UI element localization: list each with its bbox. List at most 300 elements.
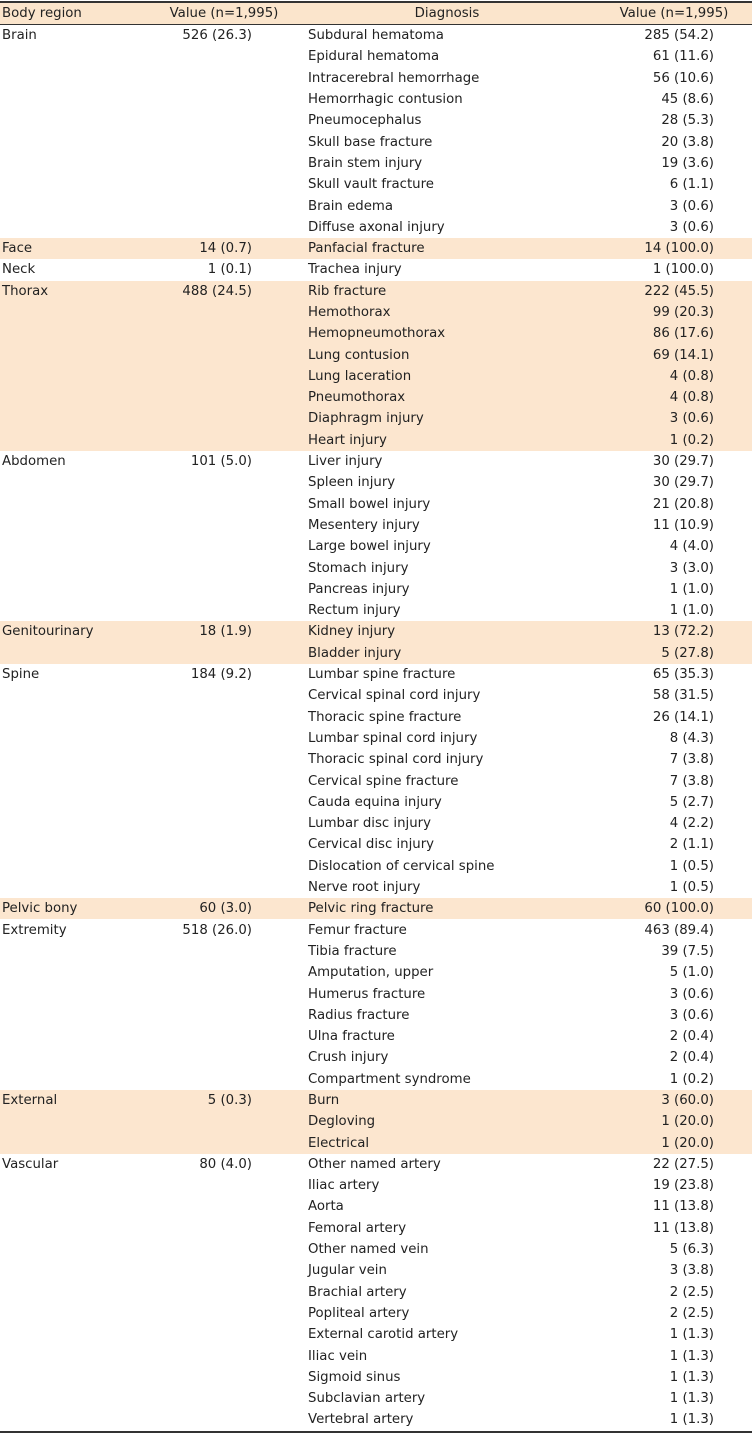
body-region-value-cell: 80 (4.0) <box>199 1156 252 1172</box>
body-region-cell <box>0 792 150 813</box>
body-region-value-cell <box>150 366 298 387</box>
body-region-cell <box>0 834 150 855</box>
diagnosis-cell: Crush injury <box>308 1050 389 1066</box>
body-region-cell <box>0 749 150 770</box>
body-region-value-cell <box>150 1388 298 1409</box>
body-region-value-cell <box>150 707 298 728</box>
diagnosis-cell: Skull base fracture <box>308 134 433 150</box>
diagnosis-value-cell: 4 (0.8) <box>596 387 752 408</box>
table-row <box>0 643 752 664</box>
table-row <box>0 1005 752 1026</box>
table-row <box>0 898 752 919</box>
body-region-value-cell <box>150 834 298 855</box>
body-region-value-cell <box>150 110 298 131</box>
body-region-cell: External <box>0 1090 150 1111</box>
body-region-value-cell <box>150 494 298 515</box>
table-row <box>0 877 752 898</box>
diagnosis-cell: Ulna fracture <box>308 1029 395 1045</box>
table-row <box>0 1196 752 1217</box>
body-region-cell <box>0 515 150 536</box>
body-region-cell <box>0 153 150 174</box>
table-row <box>0 1175 752 1196</box>
table-row <box>0 728 752 749</box>
body-region-cell <box>0 68 150 89</box>
table-row <box>0 1047 752 1068</box>
diagnosis-cell: Brain stem injury <box>308 155 423 171</box>
body-region-value-cell <box>150 430 298 451</box>
diagnosis-cell: Radius fracture <box>308 1007 410 1023</box>
diagnosis-cell: Pancreas injury <box>308 581 410 597</box>
table-row <box>0 1388 752 1409</box>
table-row <box>0 941 752 962</box>
body-region-cell <box>0 579 150 600</box>
diagnosis-cell: Iliac artery <box>308 1178 380 1194</box>
table-row <box>0 813 752 834</box>
body-region-value-cell <box>150 515 298 536</box>
table-row <box>0 1090 752 1111</box>
body-region-value-cell <box>150 1367 298 1388</box>
diagnosis-value-cell: 11 (13.8) <box>652 1220 714 1236</box>
diagnosis-value-cell: 3 (3.8) <box>669 1263 714 1279</box>
body-region-cell <box>0 536 150 557</box>
body-region-cell: Spine <box>2 667 40 683</box>
table-row <box>0 770 752 791</box>
body-region-value-cell <box>150 579 298 600</box>
diagnosis-cell: Heart injury <box>298 430 596 451</box>
table-row <box>0 387 752 408</box>
body-region-cell <box>0 366 150 387</box>
diagnosis-cell: Hemothorax <box>298 302 596 323</box>
body-region-value-cell <box>150 89 298 110</box>
diagnosis-cell: Cervical disc injury <box>308 837 435 853</box>
body-region-value-cell <box>150 813 298 834</box>
body-region-value-cell <box>150 302 298 323</box>
table-row <box>0 1409 752 1431</box>
diagnosis-cell: Diaphragm injury <box>298 408 596 429</box>
table-row <box>0 983 752 1004</box>
body-region-cell: Vascular <box>2 1156 59 1172</box>
table-header <box>0 2 752 25</box>
diagnosis-cell: Panfacial fracture <box>298 238 596 259</box>
diagnosis-value-cell: 463 (89.4) <box>644 922 714 938</box>
table-row <box>0 621 752 642</box>
body-region-value-cell <box>150 941 298 962</box>
diagnosis-cell: Epidural hematoma <box>308 49 440 65</box>
body-region-value-cell <box>150 46 298 67</box>
diagnosis-cell: Jugular vein <box>308 1263 387 1279</box>
diagnosis-value-cell: 39 (7.5) <box>661 943 714 959</box>
header-value: Value (n=1,995) <box>150 2 298 25</box>
diagnosis-value-cell: 1 (1.0) <box>669 581 714 597</box>
diagnosis-value-cell: 1 (0.2) <box>596 430 752 451</box>
diagnosis-cell: Diffuse axonal injury <box>308 219 445 235</box>
diagnosis-value-cell: 8 (4.3) <box>669 730 714 746</box>
table-row <box>0 68 752 89</box>
body-region-value-cell <box>150 408 298 429</box>
table-row <box>0 919 752 940</box>
diagnosis-cell: Skull vault fracture <box>308 177 434 193</box>
table-row <box>0 344 752 365</box>
body-region-value-cell <box>150 1111 298 1132</box>
body-region-value-cell <box>150 749 298 770</box>
diagnosis-value-cell: 1 (1.0) <box>669 603 714 619</box>
body-region-value-cell <box>150 344 298 365</box>
diagnosis-value-cell: 13 (72.2) <box>596 621 752 642</box>
diagnosis-cell: Hemopneumothorax <box>298 323 596 344</box>
table-row <box>0 131 752 152</box>
body-region-cell <box>0 1239 150 1260</box>
table-row <box>0 1069 752 1090</box>
body-region-cell: Face <box>0 238 150 259</box>
diagnosis-value-cell: 21 (20.8) <box>652 496 714 512</box>
body-region-value-cell <box>150 728 298 749</box>
body-region-cell <box>0 877 150 898</box>
body-region-cell <box>0 131 150 152</box>
diagnosis-cell: Bladder injury <box>298 643 596 664</box>
table-row <box>0 174 752 195</box>
diagnosis-value-cell: 3 (3.0) <box>669 560 714 576</box>
body-region-value-cell: 101 (5.0) <box>190 454 252 470</box>
body-region-value-cell <box>150 770 298 791</box>
diagnosis-cell: Thoracic spine fracture <box>308 709 462 725</box>
body-region-value-cell <box>150 1409 298 1431</box>
diagnosis-value-cell: 4 (2.2) <box>669 816 714 832</box>
body-region-value-cell <box>150 536 298 557</box>
diagnosis-cell: Large bowel injury <box>308 539 431 555</box>
body-region-cell <box>0 813 150 834</box>
diagnosis-cell: Lumbar spine fracture <box>308 667 456 683</box>
body-region-value-cell: 526 (26.3) <box>182 28 252 44</box>
table-row <box>0 408 752 429</box>
table-row <box>0 430 752 451</box>
table-row <box>0 600 752 621</box>
body-region-cell <box>0 1409 150 1431</box>
diagnosis-cell: Dislocation of cervical spine <box>308 858 495 874</box>
diagnosis-value-cell: 1 (20.0) <box>596 1111 752 1132</box>
body-region-value-cell: 60 (3.0) <box>150 898 298 919</box>
diagnosis-value-cell: 1 (100.0) <box>652 262 714 278</box>
body-region-cell <box>0 494 150 515</box>
diagnosis-value-cell: 5 (6.3) <box>669 1242 714 1258</box>
diagnosis-value-cell: 222 (45.5) <box>596 281 752 302</box>
diagnosis-cell: Pneumocephalus <box>308 113 422 129</box>
body-region-value-cell <box>150 1260 298 1281</box>
body-region-value-cell <box>150 1005 298 1026</box>
diagnosis-value-cell: 4 (4.0) <box>669 539 714 555</box>
body-region-value-cell <box>150 1175 298 1196</box>
diagnosis-cell: Lumbar spinal cord injury <box>308 730 478 746</box>
diagnosis-cell: Pneumothorax <box>298 387 596 408</box>
body-region-cell: Genitourinary <box>0 621 150 642</box>
body-region-value-cell <box>150 131 298 152</box>
diagnosis-cell: Thoracic spinal cord injury <box>308 752 484 768</box>
table-row <box>0 1026 752 1047</box>
body-region-cell: Thorax <box>0 281 150 302</box>
diagnosis-cell: Aorta <box>308 1199 344 1215</box>
table-row <box>0 1154 752 1175</box>
body-region-cell <box>0 983 150 1004</box>
diagnosis-value-cell: 285 (54.2) <box>644 28 714 44</box>
diagnosis-value-cell: 20 (3.8) <box>661 134 714 150</box>
header-diagnosis: Diagnosis <box>298 2 596 25</box>
body-region-cell <box>0 472 150 493</box>
table-row <box>0 962 752 983</box>
body-region-value-cell: 184 (9.2) <box>190 667 252 683</box>
body-region-cell <box>0 1132 150 1153</box>
table-row <box>0 1260 752 1281</box>
diagnosis-value-cell: 1 (20.0) <box>596 1132 752 1153</box>
table-row <box>0 89 752 110</box>
diagnosis-value-cell: 6 (1.1) <box>669 177 714 193</box>
table-row <box>0 749 752 770</box>
diagnosis-cell: Lung contusion <box>298 344 596 365</box>
body-region-value-cell <box>150 472 298 493</box>
table-row <box>0 451 752 472</box>
table-row <box>0 1303 752 1324</box>
diagnosis-cell: Cervical spinal cord injury <box>308 688 481 704</box>
table-row <box>0 579 752 600</box>
diagnosis-value-cell: 65 (35.3) <box>652 667 714 683</box>
table-row <box>0 302 752 323</box>
diagnosis-value-cell: 3 (0.6) <box>669 986 714 1002</box>
table-row <box>0 217 752 238</box>
body-region-cell <box>0 1111 150 1132</box>
diagnosis-cell: Vertebral artery <box>298 1409 596 1431</box>
table-row <box>0 238 752 259</box>
body-region-cell <box>0 1303 150 1324</box>
diagnosis-cell: Rib fracture <box>298 281 596 302</box>
body-region-value-cell <box>150 1345 298 1366</box>
table-row <box>0 1367 752 1388</box>
body-region-cell <box>0 1005 150 1026</box>
body-region-cell <box>0 217 150 238</box>
diagnosis-cell: Spleen injury <box>308 475 396 491</box>
body-region-cell <box>0 110 150 131</box>
table-row <box>0 323 752 344</box>
diagnosis-value-cell: 5 (27.8) <box>596 643 752 664</box>
table-row <box>0 25 752 47</box>
diagnosis-cell: Electrical <box>298 1132 596 1153</box>
header-body-region: Body region <box>0 2 150 25</box>
body-region-cell <box>0 600 150 621</box>
body-region-cell <box>0 685 150 706</box>
table-row <box>0 366 752 387</box>
header-diagnosis-value: Value (n=1,995) <box>596 2 752 25</box>
body-region-value-cell <box>150 153 298 174</box>
diagnosis-value-cell: 99 (20.3) <box>596 302 752 323</box>
diagnosis-cell: Liver injury <box>308 454 383 470</box>
diagnosis-cell: Brachial artery <box>308 1284 407 1300</box>
diagnosis-cell: Other named artery <box>308 1156 441 1172</box>
body-region-cell <box>0 707 150 728</box>
diagnosis-cell: Lumbar disc injury <box>308 816 432 832</box>
body-region-value-cell <box>150 983 298 1004</box>
diagnosis-value-cell: 5 (2.7) <box>669 794 714 810</box>
table-row <box>0 707 752 728</box>
body-region-value-cell <box>150 1282 298 1303</box>
body-region-value-cell <box>150 600 298 621</box>
diagnosis-value-cell: 4 (0.8) <box>596 366 752 387</box>
body-region-cell <box>0 962 150 983</box>
body-region-value-cell <box>150 323 298 344</box>
body-region-value-cell <box>150 68 298 89</box>
diagnosis-value-cell: 30 (29.7) <box>652 454 714 470</box>
body-region-cell <box>0 770 150 791</box>
diagnosis-cell: Subdural hematoma <box>308 28 444 44</box>
body-region-cell <box>0 1367 150 1388</box>
body-region-cell <box>0 323 150 344</box>
diagnosis-value-cell: 45 (8.6) <box>661 92 714 108</box>
body-region-cell <box>0 1324 150 1345</box>
body-region-value-cell <box>150 174 298 195</box>
body-region-value-cell <box>150 1069 298 1090</box>
body-region-cell <box>0 89 150 110</box>
diagnosis-value-cell: 14 (100.0) <box>596 238 752 259</box>
diagnosis-value-cell: 2 (2.5) <box>669 1284 714 1300</box>
diagnosis-value-cell: 2 (2.5) <box>669 1305 714 1321</box>
body-region-cell <box>0 1047 150 1068</box>
diagnosis-value-cell: 19 (3.6) <box>661 155 714 171</box>
diagnosis-value-cell: 7 (3.8) <box>669 773 714 789</box>
table-row <box>0 1239 752 1260</box>
table-row <box>0 1218 752 1239</box>
body-region-value-cell <box>150 1239 298 1260</box>
body-region-cell <box>0 174 150 195</box>
body-region-cell <box>0 1218 150 1239</box>
table-row <box>0 664 752 685</box>
table-row <box>0 1111 752 1132</box>
table-row <box>0 472 752 493</box>
diagnosis-value-cell: 2 (0.4) <box>669 1050 714 1066</box>
table-row <box>0 834 752 855</box>
diagnosis-cell: External carotid artery <box>308 1327 459 1343</box>
injury-table <box>0 1 752 1433</box>
diagnosis-value-cell: 1 (1.3) <box>669 1348 714 1364</box>
diagnosis-cell: Compartment syndrome <box>308 1071 471 1087</box>
diagnosis-cell: Popliteal artery <box>308 1305 410 1321</box>
body-region-cell <box>0 195 150 216</box>
body-region-cell <box>0 408 150 429</box>
body-region-cell <box>0 941 150 962</box>
diagnosis-value-cell: 56 (10.6) <box>652 70 714 86</box>
table-row <box>0 536 752 557</box>
diagnosis-value-cell: 3 (60.0) <box>596 1090 752 1111</box>
diagnosis-cell: Iliac vein <box>308 1348 368 1364</box>
body-region-cell <box>0 430 150 451</box>
diagnosis-cell: Small bowel injury <box>308 496 431 512</box>
diagnosis-cell: Cervical spine fracture <box>308 773 459 789</box>
body-region-value-cell <box>150 387 298 408</box>
diagnosis-cell: Rectum injury <box>308 603 401 619</box>
diagnosis-cell: Lung laceration <box>298 366 596 387</box>
table-row <box>0 195 752 216</box>
body-region-cell <box>0 302 150 323</box>
diagnosis-cell: Stomach injury <box>308 560 409 576</box>
diagnosis-value-cell: 1 (0.2) <box>669 1071 714 1087</box>
diagnosis-cell: Nerve root injury <box>308 880 421 896</box>
body-region-cell <box>0 1345 150 1366</box>
body-region-value-cell <box>150 685 298 706</box>
diagnosis-value-cell: 5 (1.0) <box>669 965 714 981</box>
diagnosis-value-cell: 1 (1.3) <box>596 1409 752 1431</box>
body-region-value-cell <box>150 1303 298 1324</box>
body-region-cell: Abdomen <box>2 454 66 470</box>
diagnosis-value-cell: 30 (29.7) <box>652 475 714 491</box>
diagnosis-value-cell: 28 (5.3) <box>661 113 714 129</box>
table-row <box>0 1345 752 1366</box>
body-region-value-cell: 14 (0.7) <box>150 238 298 259</box>
diagnosis-value-cell: 22 (27.5) <box>652 1156 714 1172</box>
body-region-cell: Extremity <box>2 922 67 938</box>
table-row <box>0 1132 752 1153</box>
body-region-cell <box>0 344 150 365</box>
body-region-value-cell <box>150 792 298 813</box>
body-region-value-cell <box>150 1324 298 1345</box>
diagnosis-cell: Burn <box>298 1090 596 1111</box>
diagnosis-value-cell: 1 (1.3) <box>669 1327 714 1343</box>
body-region-value-cell <box>150 1218 298 1239</box>
body-region-cell <box>0 1069 150 1090</box>
table-row <box>0 259 752 280</box>
body-region-value-cell: 518 (26.0) <box>182 922 252 938</box>
body-region-value-cell <box>150 877 298 898</box>
diagnosis-value-cell: 7 (3.8) <box>669 752 714 768</box>
body-region-cell <box>0 856 150 877</box>
table-row <box>0 153 752 174</box>
diagnosis-cell: Subclavian artery <box>308 1391 426 1407</box>
body-region-value-cell: 488 (24.5) <box>150 281 298 302</box>
body-region-cell <box>0 1282 150 1303</box>
diagnosis-cell: Degloving <box>298 1111 596 1132</box>
table-row <box>0 46 752 67</box>
diagnosis-cell: Intracerebral hemorrhage <box>308 70 480 86</box>
body-region-value-cell <box>150 1196 298 1217</box>
body-region-value-cell: 1 (0.1) <box>207 262 252 278</box>
diagnosis-value-cell: 1 (1.3) <box>669 1369 714 1385</box>
diagnosis-value-cell: 86 (17.6) <box>596 323 752 344</box>
table-row <box>0 494 752 515</box>
table-row <box>0 1324 752 1345</box>
diagnosis-value-cell: 11 (10.9) <box>652 517 714 533</box>
diagnosis-value-cell: 58 (31.5) <box>652 688 714 704</box>
diagnosis-value-cell: 61 (11.6) <box>652 49 714 65</box>
diagnosis-value-cell: 11 (13.8) <box>652 1199 714 1215</box>
body-region-value-cell <box>150 856 298 877</box>
body-region-cell <box>0 46 150 67</box>
diagnosis-cell: Trachea injury <box>308 262 402 278</box>
diagnosis-value-cell: 19 (23.8) <box>652 1178 714 1194</box>
body-region-value-cell <box>150 1132 298 1153</box>
diagnosis-cell: Mesentery injury <box>308 517 420 533</box>
table-row <box>0 685 752 706</box>
body-region-value-cell: 5 (0.3) <box>150 1090 298 1111</box>
diagnosis-cell: Hemorrhagic contusion <box>308 92 463 108</box>
diagnosis-cell: Femoral artery <box>308 1220 407 1236</box>
body-region-value-cell <box>150 643 298 664</box>
body-region-value-cell <box>150 1047 298 1068</box>
diagnosis-cell: Sigmoid sinus <box>308 1369 401 1385</box>
body-region-cell <box>0 1175 150 1196</box>
body-region-cell: Neck <box>2 262 36 278</box>
diagnosis-cell: Amputation, upper <box>308 965 434 981</box>
diagnosis-value-cell: 3 (0.6) <box>669 219 714 235</box>
table-row <box>0 856 752 877</box>
diagnosis-value-cell: 60 (100.0) <box>596 898 752 919</box>
table-row <box>0 557 752 578</box>
body-region-value-cell <box>150 195 298 216</box>
body-region-value-cell <box>150 557 298 578</box>
diagnosis-value-cell: 2 (1.1) <box>669 837 714 853</box>
